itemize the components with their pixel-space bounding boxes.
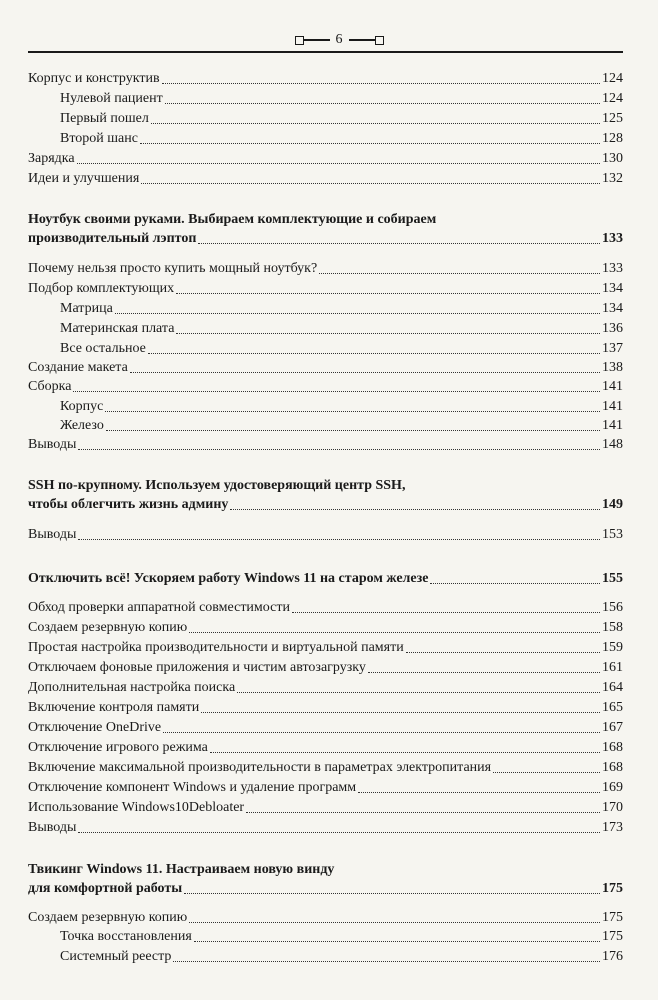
toc-entry-page: 176 [602,949,623,964]
toc-leader [78,539,600,540]
toc-entry-page: 153 [602,527,623,542]
toc-leader [176,293,600,294]
toc-entry[interactable] [28,657,623,676]
toc-leader [198,243,600,244]
toc-entry-title: Зарядка [28,151,75,166]
chapter-title-line1: Отключить всё! Ускоряем работу Windows 11 на старом железе [28,571,429,586]
toc-subentry[interactable] [28,88,623,107]
chapter-entry[interactable] [28,878,623,897]
toc-entry-title: Сборка [28,379,72,394]
toc-entry[interactable] [28,637,623,656]
toc-entry-title: Дополнительная настройка поиска [28,680,236,695]
toc-subentry[interactable] [28,396,623,415]
toc-entry[interactable] [28,817,623,836]
toc-entry[interactable] [28,434,623,453]
toc-leader [319,273,600,274]
toc-leader [201,712,600,713]
toc-leader [358,792,600,793]
page-header [283,32,395,48]
toc-leader [230,509,600,510]
toc-leader [246,812,600,813]
toc-entry[interactable] [28,357,623,376]
page-number: 6 [335,32,343,47]
toc-entry-title: Отключение OneDrive [28,720,162,735]
toc-entry-page: 141 [602,399,623,414]
toc-leader [115,313,600,314]
toc-entry-title: Материнская плата [60,321,175,336]
toc-entry-title: Выводы [28,820,77,835]
toc-leader [493,772,600,773]
toc-entry[interactable] [28,677,623,696]
toc-leader [176,333,600,334]
toc-entry-page: 132 [602,171,623,186]
chapter-page: 133 [602,231,623,246]
toc-leader [73,391,600,392]
toc-entry[interactable] [28,278,623,297]
toc-leader [140,143,600,144]
toc-entry-page: 168 [602,760,623,775]
toc-leader [148,353,600,354]
header-rule [28,51,623,53]
toc-entry-page: 164 [602,680,623,695]
toc-entry-page: 175 [602,929,623,944]
toc-entry[interactable] [28,717,623,736]
toc-entry-page: 156 [602,600,623,615]
chapter-title-line2: производительный лэптоп [28,231,197,246]
toc-leader [130,372,600,373]
header-left-box [295,36,304,45]
toc-leader [162,83,600,84]
toc-leader [105,411,600,412]
toc-entry-page: 168 [602,740,623,755]
toc-entry[interactable] [28,524,623,543]
chapter-entry[interactable] [28,568,623,587]
toc-leader [194,941,600,942]
toc-entry-title: Создаем резервную копию [28,620,188,635]
header-right-line [349,39,375,41]
toc-leader [78,449,600,450]
toc-leader [173,961,600,962]
toc-entry-title: Отключение компонент Windows и удаление программ [28,780,357,795]
chapter-title-line1: Ноутбук своими руками. Выбираем комплектующие и собираем [28,212,437,227]
chapter-entry[interactable] [28,494,623,513]
toc-entry-title: Матрица [60,301,113,316]
toc-entry-title: Идеи и улучшения [28,171,140,186]
toc-entry-page: 136 [602,321,623,336]
toc-entry[interactable] [28,737,623,756]
toc-entry-page: 128 [602,131,623,146]
toc-entry-page: 138 [602,360,623,375]
toc-entry-title: Обход проверки аппаратной совместимости [28,600,290,615]
toc-entry-title: Нулевой пациент [60,91,163,106]
toc-entry-page: 125 [602,111,623,126]
toc-leader [189,922,600,923]
toc-entry[interactable] [28,697,623,716]
toc-entry-title: Корпус и конструктив [28,71,160,86]
toc-entry-title: Выводы [28,437,77,452]
toc-entry-page: 173 [602,820,623,835]
toc-leader [77,163,600,164]
chapter-entry[interactable] [28,228,623,247]
toc-entry-page: 148 [602,437,623,452]
toc-entry-page: 124 [602,91,623,106]
toc-entry-title: Корпус [60,399,104,414]
toc-leader [141,183,600,184]
toc-subentry[interactable] [28,318,623,337]
toc-entry[interactable] [28,757,623,776]
toc-leader [184,893,600,894]
toc-leader [292,612,600,613]
toc-entry-page: 175 [602,910,623,925]
toc-entry-page: 141 [602,418,623,433]
toc-entry-page: 170 [602,800,623,815]
toc-entry-page: 137 [602,341,623,356]
toc-entry-page: 169 [602,780,623,795]
toc-leader [163,732,600,733]
toc-entry[interactable] [28,168,623,187]
toc-entry-title: Создание макета [28,360,128,375]
toc-entry-page: 134 [602,281,623,296]
toc-leader [189,632,600,633]
toc-entry[interactable] [28,597,623,616]
toc-entry[interactable] [28,148,623,167]
toc-entry[interactable] [28,797,623,816]
toc-entry-page: 124 [602,71,623,86]
toc-entry-title: Все остальное [60,341,146,356]
toc-entry[interactable] [28,258,623,277]
toc-entry-page: 134 [602,301,623,316]
toc-leader [210,752,600,753]
toc-entry-page: 133 [602,261,623,276]
toc-entry-title: Железо [60,418,104,433]
toc-entry-title: Почему нельзя просто купить мощный ноутбук? [28,261,318,276]
toc-entry-page: 158 [602,620,623,635]
toc-leader [151,123,600,124]
toc-entry-title: Точка восстановления [60,929,192,944]
toc-leader [78,832,600,833]
toc-entry-page: 159 [602,640,623,655]
toc-subentry[interactable] [28,298,623,317]
toc-entry-title: Отключение игрового режима [28,740,208,755]
chapter-title-line1: Твикинг Windows 11. Настраиваем новую винду [28,862,335,877]
toc-entry-page: 130 [602,151,623,166]
toc-entry-title: Включение максимальной производительности в параметрах электропитания [28,760,492,775]
toc-entry-title: Выводы [28,527,77,542]
chapter-page: 149 [602,497,623,512]
chapter-page: 155 [602,571,623,586]
header-left-line [304,39,330,41]
toc-leader [165,103,600,104]
chapter-title-line2: для комфортной работы [28,881,183,896]
toc-subentry[interactable] [28,128,623,147]
toc-leader [237,692,600,693]
toc-entry-page: 161 [602,660,623,675]
toc-leader [406,652,600,653]
toc-entry-title: Второй шанс [60,131,138,146]
toc-subentry[interactable] [28,338,623,357]
toc-entry-title: Простая настройка производительности и виртуальной памяти [28,640,404,655]
chapter-title-line2: чтобы облегчить жизнь админу [28,497,229,512]
toc-entry-page: 165 [602,700,623,715]
toc-entry[interactable] [28,376,623,395]
header-right-box [375,36,384,45]
toc-subentry[interactable] [28,926,623,945]
toc-leader [368,672,600,673]
toc-entry[interactable] [28,68,623,87]
toc-entry-page: 167 [602,720,623,735]
toc-entry-title: Первый пошел [60,111,149,126]
chapter-page: 175 [602,881,623,896]
toc-subentry[interactable] [28,946,623,965]
toc-entry-title: Системный реестр [60,949,172,964]
toc-entry-title: Включение контроля памяти [28,700,200,715]
toc-entry[interactable] [28,907,623,926]
toc-leader [430,583,600,584]
chapter-title-line1: SSH по-крупному. Используем удостоверяющий центр SSH, [28,478,406,493]
toc-entry-title: Использование Windows10Debloater [28,800,245,815]
toc-entry-title: Создаем резервную копию [28,910,188,925]
toc-entry-title: Подбор комплектующих [28,281,175,296]
toc-subentry[interactable] [28,108,623,127]
toc-subentry[interactable] [28,415,623,434]
toc-entry-page: 141 [602,379,623,394]
toc-entry[interactable] [28,777,623,796]
toc-entry-title: Отключаем фоновые приложения и чистим автозагрузку [28,660,366,675]
toc-leader [106,430,600,431]
toc-entry[interactable] [28,617,623,636]
